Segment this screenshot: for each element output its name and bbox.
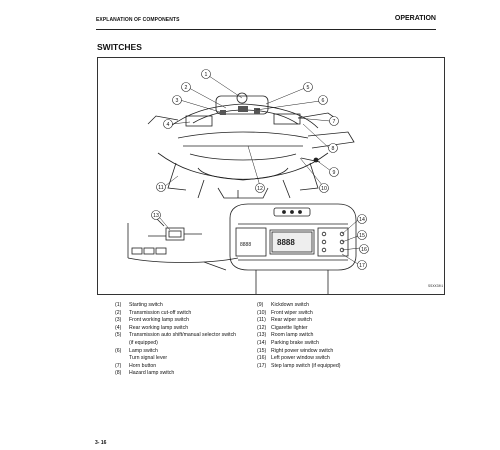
legend-item: (17) Step lamp switch (if equipped) xyxy=(257,362,341,369)
switches-figure xyxy=(97,57,445,295)
legend-item: Turn signal lever xyxy=(129,355,168,362)
switches-illustration xyxy=(98,58,444,294)
lever-detail-drawing xyxy=(128,218,238,270)
page-number: 3- 16 xyxy=(95,440,107,446)
legend-item: (13) Room lamp switch xyxy=(257,332,314,339)
svg-text:8: 8 xyxy=(331,146,335,152)
legend-item: (2) Transmission cut-off switch xyxy=(115,309,192,316)
instrument-panel-drawing xyxy=(230,204,356,294)
legend-item: (3) Front working lamp switch xyxy=(115,317,189,324)
svg-text:2: 2 xyxy=(184,85,188,91)
svg-text:11: 11 xyxy=(158,185,164,191)
svg-text:12: 12 xyxy=(257,186,263,192)
legend-item: (if equipped) xyxy=(129,339,158,346)
legend-item: (4) Rear working lamp switch xyxy=(115,324,189,331)
callout-3 xyxy=(173,96,182,105)
section-heading: EXPLANATION OF COMPONENTS xyxy=(96,17,180,23)
legend-item: (8) Hazard lamp switch xyxy=(115,370,175,377)
svg-text:4: 4 xyxy=(166,122,170,128)
svg-text:14: 14 xyxy=(359,217,365,223)
legend-item: (1) Starting switch xyxy=(115,302,163,308)
chapter-heading: OPERATION xyxy=(394,15,436,22)
svg-text:5: 5 xyxy=(306,85,310,91)
svg-text:15: 15 xyxy=(359,233,365,239)
svg-text:10: 10 xyxy=(321,186,327,192)
svg-text:6: 6 xyxy=(321,98,325,104)
legend-item: (11) Rear wiper switch xyxy=(257,317,312,324)
legend-item: (16) Left power window switch xyxy=(257,355,330,362)
callout-17 xyxy=(358,261,367,270)
callout-15 xyxy=(358,231,367,240)
svg-text:1: 1 xyxy=(204,72,208,78)
figure-code: SSXX301 xyxy=(428,285,444,289)
svg-text:17: 17 xyxy=(359,263,365,269)
legend-item: (10) Front wiper switch xyxy=(257,309,313,316)
display-readout: 8888 xyxy=(277,238,295,247)
callout-13 xyxy=(152,211,161,220)
leader-lines-lower xyxy=(160,218,360,264)
callout-6 xyxy=(319,96,328,105)
callout-7 xyxy=(330,117,339,126)
legend-item: (6) Lamp switch xyxy=(115,347,158,354)
legend-item: (15) Right power window switch xyxy=(257,347,334,354)
callout-12 xyxy=(256,184,265,193)
display-readout-small: 8888 xyxy=(240,242,252,248)
legend-item: (5) Transmission auto shift/manual selector switch xyxy=(115,332,237,339)
callout-10 xyxy=(320,184,329,193)
callout-4 xyxy=(164,120,173,129)
callout-5 xyxy=(304,83,313,92)
leader-lines-upper xyxy=(165,76,331,186)
svg-text:16: 16 xyxy=(361,247,367,253)
svg-text:13: 13 xyxy=(153,213,159,219)
page-header xyxy=(96,15,436,30)
legend-right-column xyxy=(257,302,341,370)
legend-item: (9) Kickdown switch xyxy=(257,302,310,308)
legend-item: (12) Cigarette lighter xyxy=(257,324,308,331)
legend-left-column xyxy=(115,302,236,378)
svg-text:7: 7 xyxy=(332,119,336,125)
callout-16 xyxy=(360,245,369,254)
legend-item: (14) Parking brake switch xyxy=(257,339,319,346)
callout-9 xyxy=(330,168,339,177)
legend-item: (7) Horn button xyxy=(115,362,157,369)
callout-11 xyxy=(157,183,166,192)
callout-2 xyxy=(182,83,191,92)
callout-14 xyxy=(358,215,367,224)
svg-text:3: 3 xyxy=(175,98,179,104)
page-title: SWITCHES xyxy=(97,42,142,52)
callout-8 xyxy=(329,144,338,153)
callout-1 xyxy=(202,70,211,79)
svg-text:9: 9 xyxy=(332,170,336,176)
steering-column-drawing xyxy=(148,93,354,198)
